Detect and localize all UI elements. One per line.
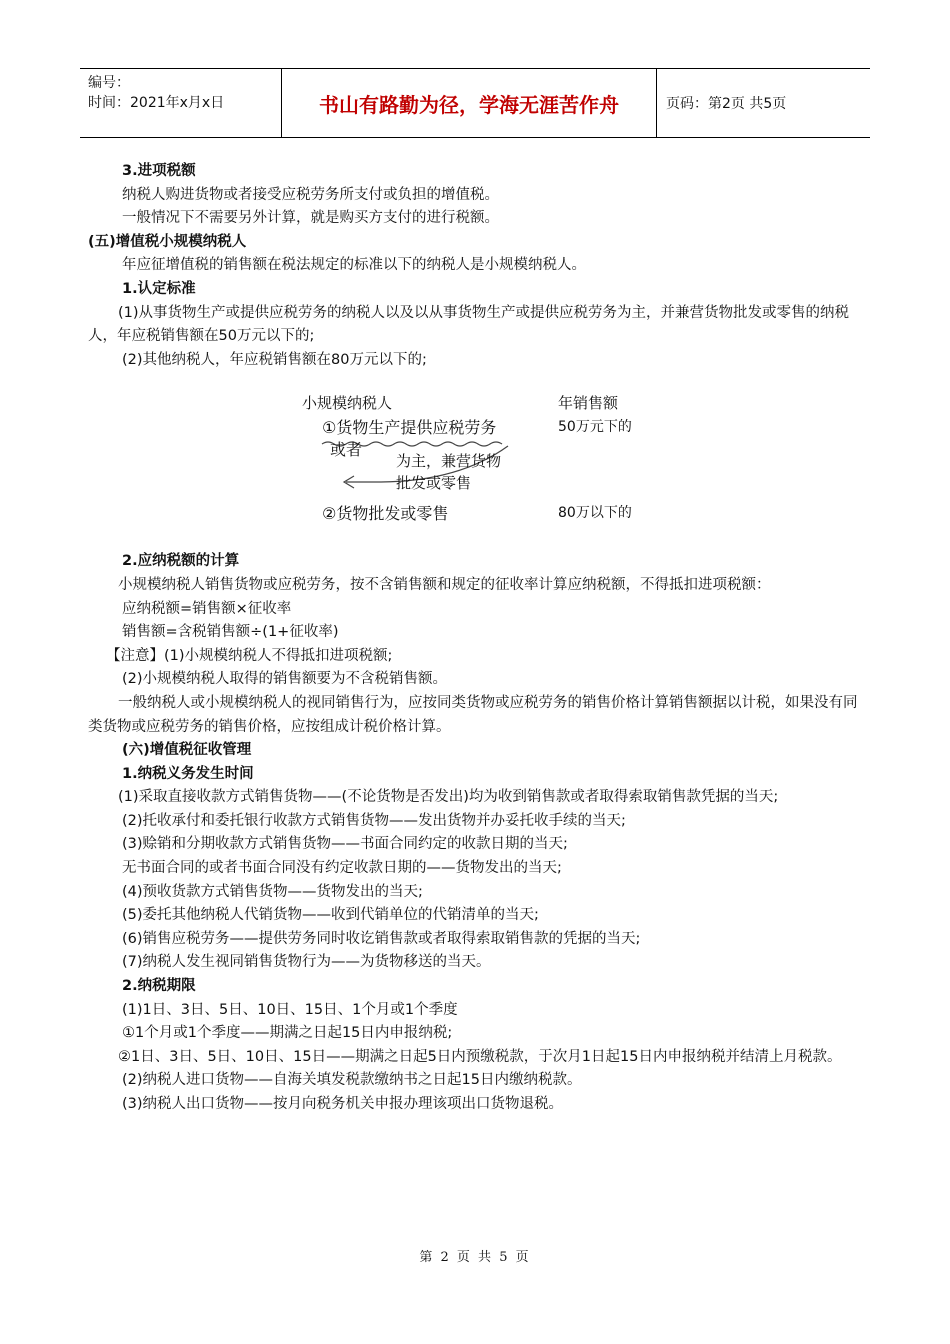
formula: 销售额=含税销售额÷(1+征收率) bbox=[122, 624, 339, 641]
document-number: 编号： bbox=[88, 75, 130, 91]
paragraph: 年应征增值税的销售额在税法规定的标准以下的纳税人是小规模纳税人。 bbox=[122, 257, 586, 274]
diagram-mainly: 为主，兼营货物 bbox=[396, 452, 502, 471]
list-item: (1)1日、3日、5日、10日、15日、1个月或1个季度 bbox=[122, 1001, 458, 1018]
header-motto: 书山有路勤为径，学海无涯苦作舟 bbox=[282, 69, 657, 137]
list-item: (3)赊销和分期收款方式销售货物——书面合同约定的收款日期的当天; bbox=[122, 836, 568, 853]
diagram-item-2: ②货物批发或零售 bbox=[322, 504, 449, 524]
paragraph: 一般纳税人或小规模纳税人的视同销售行为，应按同类货物或应税劳务的销售价格计算销售额据以计税，如果没有同类货物或应税劳务的销售价格，应按组成计税价格计算。 bbox=[88, 694, 858, 735]
diagram-value-1: 50万元下的 bbox=[558, 419, 632, 436]
diagram-title-left: 小规模纳税人 bbox=[302, 394, 393, 413]
diagram-value-2: 80万以下的 bbox=[558, 505, 632, 522]
section-heading: (五)增值税小规模纳税人 bbox=[88, 233, 247, 250]
list-item: (2)纳税人进口货物——自海关填发税款缴纳书之日起15日内缴纳税款。 bbox=[122, 1072, 582, 1089]
page-footer: 第 2 页 共 5 页 bbox=[419, 1250, 531, 1265]
diagram-wholesale: 批发或零售 bbox=[396, 474, 472, 493]
header-meta bbox=[80, 69, 282, 137]
section-heading: (六)增值税征收管理 bbox=[122, 742, 252, 759]
list-item: (2)托收承付和委托银行收款方式销售货物——发出货物并办妥托收手续的当天; bbox=[122, 812, 626, 829]
list-item: (1)采取直接收款方式销售货物——(不论货物是否发出)均为收到销售款或者取得索取销售款凭据的当天; bbox=[118, 789, 779, 806]
list-item: (6)销售应税劳务——提供劳务同时收讫销售款或者取得索取销售款的凭据的当天; bbox=[122, 930, 641, 947]
subsection-heading: 1.认定标准 bbox=[122, 280, 196, 297]
paragraph: 小规模纳税人销售货物或应税劳务，按不含销售额和规定的征收率计算应纳税额，不得抵扣进项税额： bbox=[118, 576, 771, 593]
subsection-heading: 2.纳税期限 bbox=[122, 978, 196, 995]
page-header bbox=[80, 68, 870, 138]
document-time: 时间：2021年x月x日 bbox=[88, 95, 225, 111]
note: (2)小规模纳税人取得的销售额要为不含税销售额。 bbox=[122, 671, 448, 688]
list-item: ②1日、3日、5日、10日、15日——期满之日起5日内预缴税款，于次月1日起15日内申报纳税并结清上月税款。 bbox=[118, 1048, 842, 1065]
list-item: (7)纳税人发生视同销售货物行为——为货物移送的当天。 bbox=[122, 954, 491, 971]
list-item: ①1个月或1个季度——期满之日起15日内申报纳税; bbox=[122, 1025, 453, 1042]
diagram-title-right: 年销售额 bbox=[558, 394, 619, 413]
paragraph: 纳税人购进货物或者接受应税劳务所支付或负担的增值税。 bbox=[122, 186, 499, 203]
small-taxpayer-diagram bbox=[92, 372, 862, 550]
paragraph: 一般情况下不需要另外计算，就是购买方支付的进行税额。 bbox=[122, 210, 499, 227]
subsection-heading: 3.进项税额 bbox=[122, 163, 196, 179]
paragraph: (1)从事货物生产或提供应税劳务的纳税人以及以从事货物生产或提供应税劳务为主，并兼营货物批发或零售的纳税人，年应税销售额在50万元以下的; bbox=[88, 304, 850, 345]
header-page-number: 页码：第2页 共5页 bbox=[666, 96, 787, 112]
diagram-item-1: ①货物生产提供应税劳务 bbox=[322, 418, 497, 438]
list-item: 无书面合同的或者书面合同没有约定收款日期的——货物发出的当天; bbox=[122, 860, 562, 877]
formula: 应纳税额=销售额×征收率 bbox=[122, 600, 292, 617]
list-item: (4)预收货款方式销售货物——货物发出的当天; bbox=[122, 883, 423, 900]
diagram-or: 或者 bbox=[330, 440, 363, 460]
paragraph: (2)其他纳税人，年应税销售额在80万元以下的; bbox=[122, 351, 427, 368]
document-body bbox=[88, 160, 862, 1117]
subsection-heading: 1.纳税义务发生时间 bbox=[122, 765, 254, 782]
subsection-heading: 2.应纳税额的计算 bbox=[122, 553, 240, 570]
note: 【注意】(1)小规模纳税人不得抵扣进项税额; bbox=[106, 647, 393, 664]
list-item: (5)委托其他纳税人代销货物——收到代销单位的代销清单的当天; bbox=[122, 907, 539, 924]
list-item: (3)纳税人出口货物——按月向税务机关申报办理该项出口货物退税。 bbox=[122, 1096, 564, 1112]
